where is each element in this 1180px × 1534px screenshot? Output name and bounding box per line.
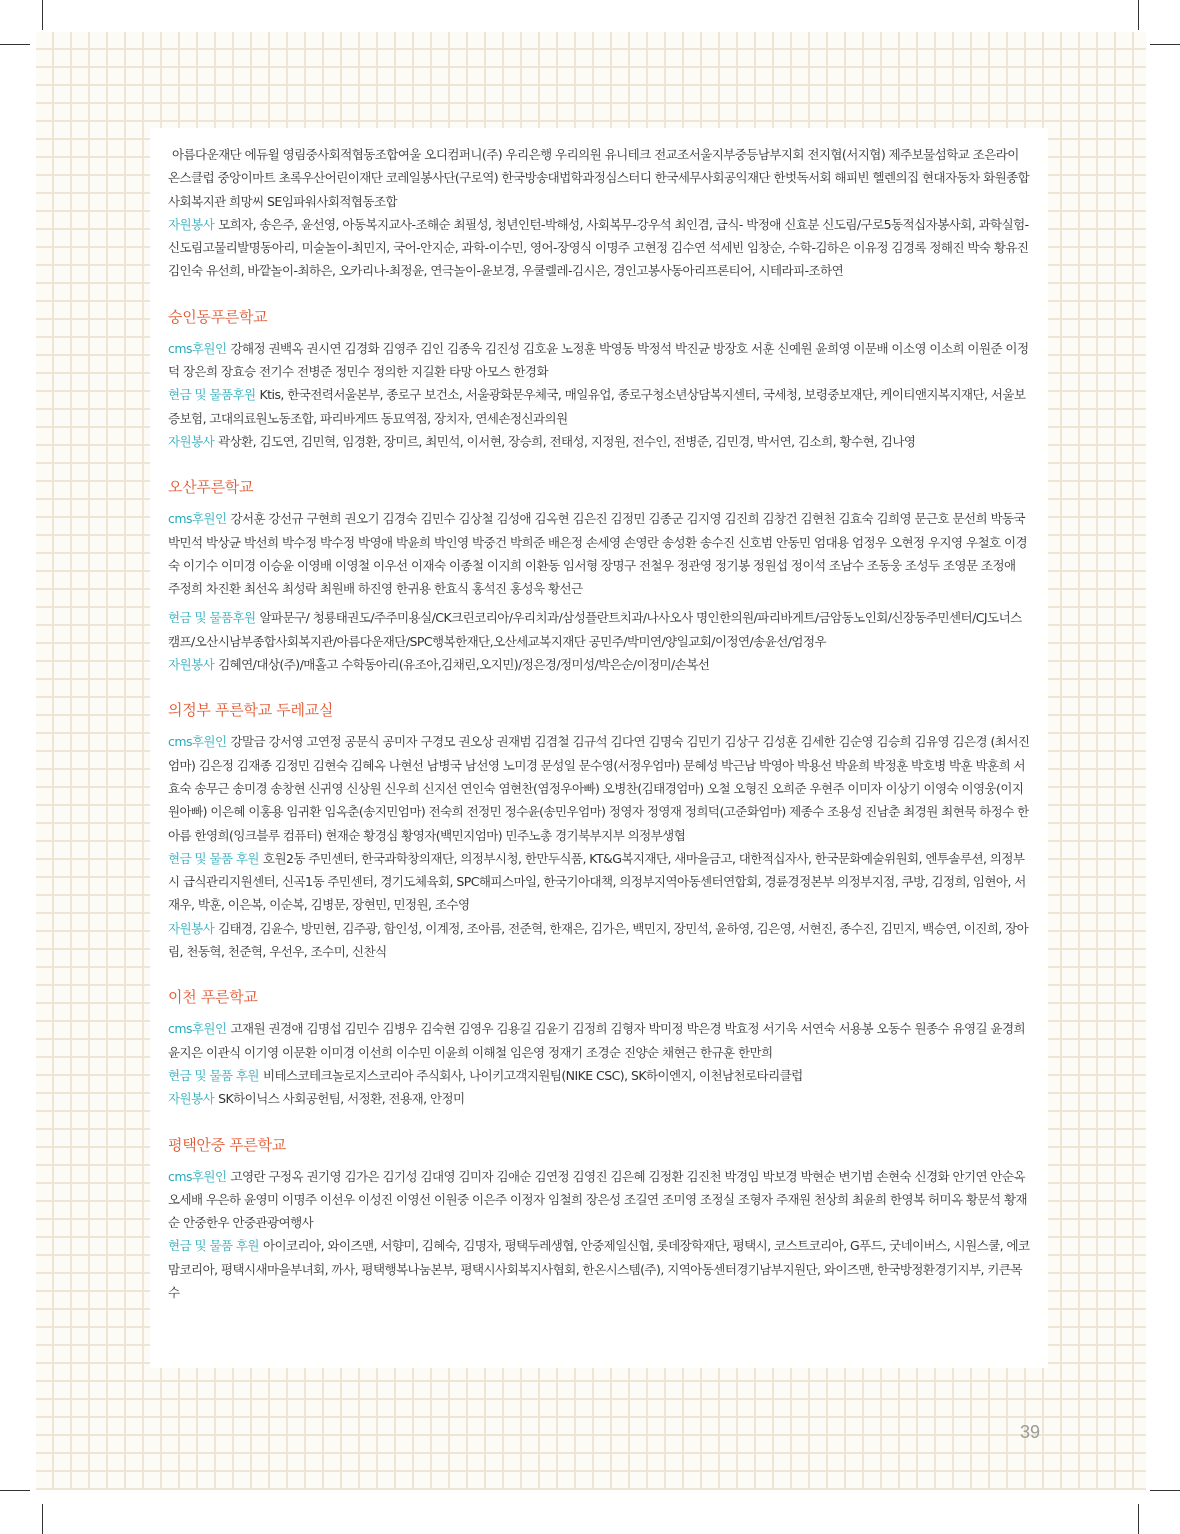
name-list: 고영란 구정옥 권기영 김가은 김기성 김대영 김미자 김애순 김연정 김영진 김은혜 김정환 김진천 박경임 박보경 박현순 변기범 손현숙 신경화 안기연 안순옥 오세배 우은하 윤영미 이명주 이선우 이성진 이영선 이원중 이은주 이정자 임철희 장은성 조길연 조미영 조정실 조형자 주재원 천상희 최윤희 한영복 허미옥 황문석 황재순 안중한우 안중관광여행사 (168, 1168, 1028, 1231)
school-title: 의정부 푸른학교 두레교실 (168, 701, 334, 720)
crop-mark (1150, 44, 1180, 45)
category-label: 현금 및 물품후원 (168, 387, 256, 403)
crop-mark (1138, 0, 1139, 30)
category-label: 현금 및 물품후원 (168, 610, 256, 626)
category-label: 자원봉사 (168, 920, 215, 936)
crop-mark (1138, 1504, 1139, 1534)
category-label: 자원봉사 (168, 433, 215, 449)
category-label: 자원봉사 (168, 1091, 215, 1107)
name-list: 강서훈 강선규 구현희 권오기 김경숙 김민수 김상철 김성애 김옥현 김은진 김정민 김종군 김지영 김진희 김창건 김현천 김효숙 김희영 문근호 문선희 박동국 박민석 박상균 박선희 박수정 박수정 박영애 박윤희 박인영 박중건 박희준 배은정 손세영 손영란 송성환 송수진 신호범 안동민 엄대용 엄정우 오현정 우지영 우철호 이경숙 이기수 이미경 이승윤 이영배 이영철 이우선 이재숙 이종철 이지희 이환동 임서형 장명구 전철우 정관영 정기봉 정원섭 정이석 조남수 조동웅 조성두 조영문 조정애 주정희 차진환 최선옥 최성락 최원배 하진영 한귀용 한효식 홍석진 홍성욱 황선근 (168, 511, 1028, 597)
name-list: 강말금 강서영 고연정 공문식 공미자 구경모 권오상 권재범 김겸철 김규석 김다연 김명숙 김민기 김상구 김성훈 김세한 김순영 김승희 김유영 김은경 (최서진엄마) 김은정 김재종 김정민 김현숙 김혜옥 나현선 남병국 남선영 노미경 문성일 문수영(서정우엄마) 문혜성 박근남 박영아 박용선 박윤희 박정훈 박호병 박훈 박훈희 서효숙 송무근 송미경 송창현 신귀영 신상원 신우희 신지선 연인숙 염현찬(염정우아빠) 오병찬(김태경엄마) 오철 오형진 오희준 우현주 이미자 이상기 이영숙 이영웅(이지원아빠) 이은혜 이홍용 임귀환 임옥춘(송지민엄마) 전숙희 전정민 정수윤(송민우엄마) 정영자 정영재 정희덕(고준화엄마) 제종수 조용성 진남춘 최경원 최현묵 하정수 한아름 한영희(잉크블루 컴퓨터) 현재순 황경심 황영자(백민지엄마) 민주노총 경기북부지부 의정부생협 (168, 734, 1030, 843)
school-section (168, 698, 1030, 963)
page-number: 39 (1020, 1422, 1041, 1442)
category-label: cms후원인 (168, 340, 227, 356)
donor-paragraph (168, 1165, 1030, 1235)
school-title: 평택안중 푸른학교 (168, 1135, 286, 1154)
name-list: 강해정 권백옥 권시연 김경화 김영주 김인 김종욱 김진성 김호윤 노정훈 박영동 박정석 박진균 방장호 서훈 신예원 윤희영 이문배 이소영 이소희 이원준 이정덕 장은희 장효승 전기수 전병준 정민수 정의한 지길환 타망 아모스 한경화 (168, 340, 1029, 380)
crop-mark (42, 0, 43, 30)
category-label: 현금 및 물품 후원 (168, 1238, 259, 1254)
crop-mark (1150, 1490, 1180, 1491)
crop-mark (0, 44, 30, 45)
intro-section (168, 143, 1030, 283)
name-list: 아름다운재단 에듀윌 영림중사회적협동조합여울 오디컴퍼니(주) 우리은행 우리의원 유니테크 전교조서울지부중등남부지회 전지협(서지협) 제주보물섬학교 조은라이온스클럽 중앙이마트 초록우산어린이재단 코레일봉사단(구로역) 한국방송대법학과정심스터디 한국세무사회공익재단 한벗독서회 해피빈 헬렌의집 현대자동차 화원종합사회복지관 희망씨 SE임파워사회적협동조합 (168, 147, 1030, 209)
intro-paragraph (168, 213, 1030, 283)
school-section (168, 985, 1030, 1110)
school-title: 오산푸른학교 (168, 478, 254, 497)
donor-paragraph (168, 730, 1030, 846)
school-section (168, 305, 1030, 453)
category-label: cms후원인 (168, 511, 227, 527)
name-list: 아이코리아, 와이즈맨, 서향미, 김혜숙, 김명자, 평택두레생협, 안중제일신협, 롯데장학재단, 평택시, 코스트코리아, G푸드, 굿네이버스, 시원스쿨, 에코맘코리아, 평택시새마을부녀회, 까사, 평택행복나눔본부, 평택시사회복지사협회, 한온시스템(주), 지역아동센터경기남부지원단, 와이즈맨, 한국방정환경기지부, 키큰목수 (168, 1238, 1030, 1300)
intro-paragraph (168, 143, 1030, 213)
donor-paragraph (168, 653, 1030, 676)
name-list: 김태경, 김윤수, 방민현, 김주광, 함인성, 이계정, 조아름, 전준혁, 한재은, 김가은, 백민지, 장민석, 윤하영, 김은영, 서현진, 종수진, 김민지, 백승연, 이진희, 장아림, 천동혁, 천준혁, 우선우, 조수미, 신찬식 (168, 920, 1029, 960)
donor-paragraph (168, 1017, 1030, 1064)
category-label: 자원봉사 (168, 657, 215, 673)
donor-paragraph (168, 430, 1030, 453)
name-list: 김혜연/대상(주)/매홀고 수학동아리(유조아,김채린,오지민)/정은경/정미성/박은순/이정미/손복선 (218, 657, 710, 673)
category-label: cms후원인 (168, 1168, 227, 1184)
name-list: 모희자, 송은주, 윤선영, 아동복지교사-조해순 최필성, 청년인턴-박해성, 사회복무-강우석 최인겸, 급식- 박정애 신효분 신도림/구로5동적십자봉사회, 과학실험-신도림고물리발명동아리, 미술놀이-최민지, 국어-안지순, 과학-이수민, 영어-장영식 이명주 고현정 김수연 석세빈 임창순, 수학-김하은 이유정 김경록 정해진 박숙 황유진 김인숙 유선희, 바깥놀이-최하은, 오카리나-최정윤, 연극놀이-윤보경, 우쿨렐레-김시은, 경인고봉사동아리프론티어, 시테라피-조하연 (168, 216, 1029, 279)
donor-paragraph (168, 337, 1030, 384)
donor-paragraph (168, 1234, 1030, 1304)
crop-mark (0, 1490, 30, 1491)
name-list: 고재원 권경애 김명섭 김민수 김병우 김숙현 김영우 김용길 김윤기 김정희 김형자 박미정 박은경 박효정 서기욱 서연숙 서용봉 오동수 원종수 유영길 윤경희 윤지은 이관식 이기영 이문환 이미경 이선희 이수민 이윤희 이해철 임은영 정재기 조경순 진양순 채현근 한규훈 한만희 (168, 1021, 1026, 1060)
name-list: 호원2동 주민센터, 한국과학창의재단, 의정부시청, 한만두식품, KT&G복지재단, 새마을금고, 대한적십자사, 한국문화예술위원회, 엔투솔루션, 의정부시 급식관리지원센터, 신곡1동 주민센터, 경기도체육회, SPC해피스마일, 한국기아대책, 의정부지역아동센터연합회, 경륜경정본부 의정부지점, 쿠방, 김정희, 임현아, 서재우, 박훈, 이은복, 이순복, 김병문, 장현민, 민정원, 조수영 (168, 850, 1026, 913)
school-section (168, 1133, 1030, 1305)
category-label: 현금 및 물품 후원 (168, 1067, 259, 1083)
crop-mark (42, 1504, 43, 1534)
category-label: 자원봉사 (168, 216, 215, 232)
donor-paragraph (168, 847, 1030, 917)
donor-paragraph (168, 507, 1030, 600)
name-list: 곽상환, 김도연, 김민혁, 임경환, 장미르, 최민석, 이서현, 장승희, 전태성, 지정원, 전수인, 전병준, 김민경, 박서연, 김소희, 황수현, 김나영 (218, 433, 916, 449)
category-label: cms후원인 (168, 1021, 227, 1037)
name-list: SK하이닉스 사회공헌팀, 서정환, 전용재, 안정미 (218, 1091, 465, 1107)
school-section (168, 475, 1030, 676)
school-title: 숭인동푸른학교 (168, 307, 268, 326)
category-label: cms후원인 (168, 734, 227, 750)
name-list: 알파문구/ 청룡태권도/주주미용실/CK크린코리아/우리치과/삼성플란트치과/나사오사 명인한의원/파리바게트/금암동노인회/신장동주민센터/CJ도너스캠프/오산시남부종합사회복지관/아름다운재단/SPC행복한재단,오산세교복지재단 공민주/박미연/양일교회/이정연/송윤선/엄정우 (168, 610, 1022, 649)
donor-paragraph (168, 1087, 1030, 1110)
sponsor-list (168, 143, 1030, 1326)
donor-paragraph (168, 606, 1030, 653)
name-list: 비테스코테크놀로지스코리아 주식회사, 나이키고객지원팀(NIKE CSC), SK하이엔지, 이천남천로타리클럽 (262, 1067, 803, 1083)
name-list: Ktis, 한국전력서울본부, 종로구 보건소, 서울광화문우체국, 매일유업, 종로구청소년상담복지센터, 국세청, 보령중보재단, 케이티앤지복지재단, 서울보증보험, 고대의료원노동조합, 파리바게뜨 동묘역점, 장치자, 연세손정신과의원 (168, 387, 1026, 426)
donor-paragraph (168, 383, 1030, 430)
donor-paragraph (168, 1064, 1030, 1087)
school-title: 이천 푸른학교 (168, 988, 258, 1007)
category-label: 현금 및 물품 후원 (168, 850, 259, 866)
donor-paragraph (168, 917, 1030, 964)
